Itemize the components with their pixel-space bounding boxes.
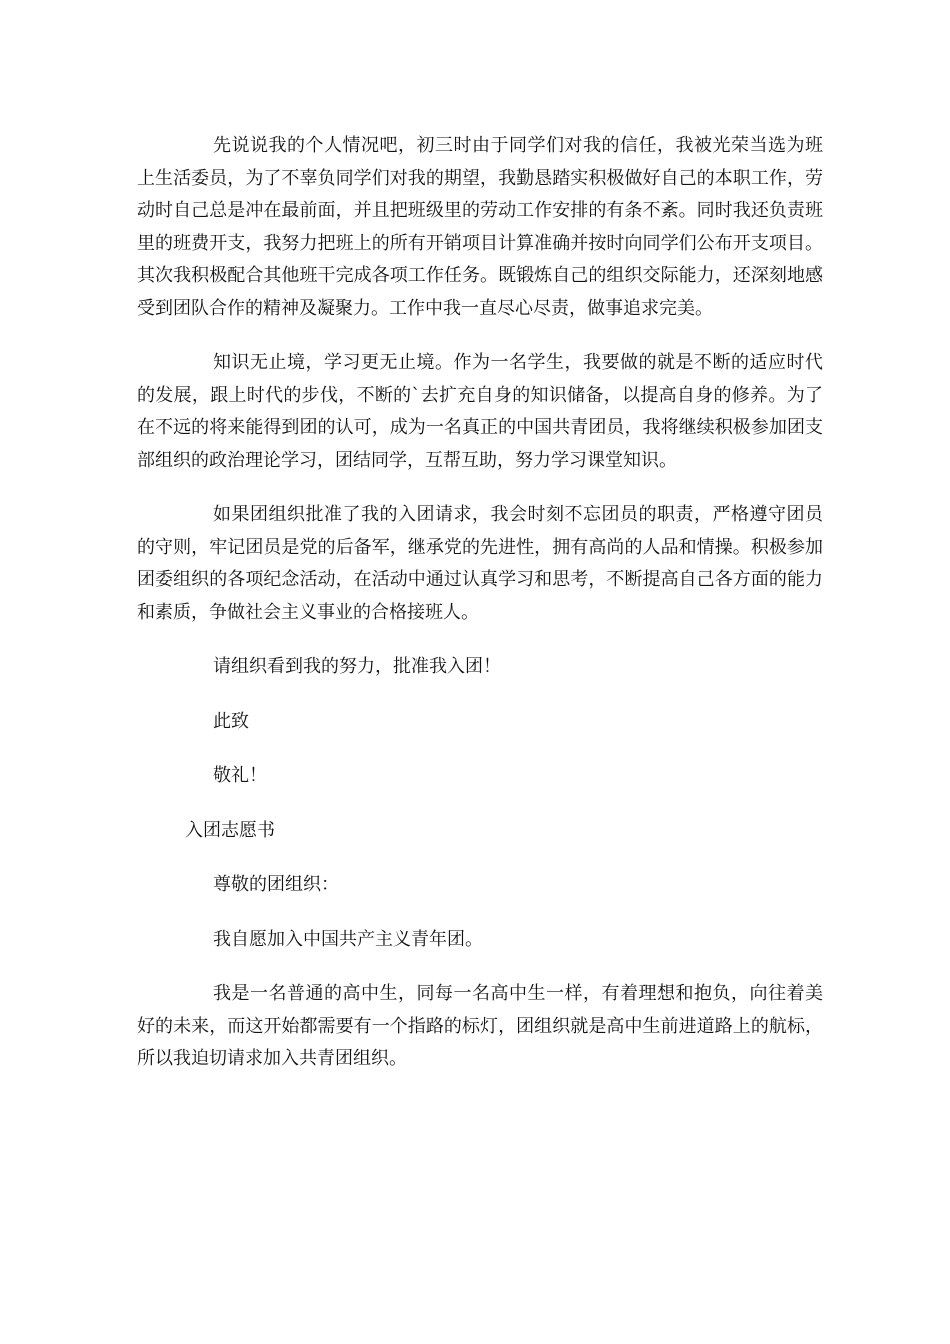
paragraph-introduction: 我是一名普通的高中生，同每一名高中生一样，有着理想和抱负，向往着美好的未来，而这开始都需要有一个指路的标灯，团组织就是高中生前进道路上的航标，所以我迫切请求加入共青团组织。 [137, 983, 823, 1069]
statement: 我自愿加入中国共产主义青年团。 [213, 928, 483, 950]
salutation: 尊敬的团组织： [213, 874, 339, 895]
closing-cizhi: 此致 [213, 710, 249, 732]
paragraph-learning: 知识无止境，学习更无止境。作为一名学生，我要做的就是不断的适应时代的发展，跟上时代的步伐，不断的`去扩充自身的知识储备，以提高自身的修养。为了在不远的将来能得到团的认可，成为一名真正的中国共青团员，我将继续积极参加团支部组织的政治理论学习，团结同学，互帮互助，努力学习课堂知识。 [137, 352, 823, 471]
section-title: 入团志愿书 [185, 819, 275, 841]
closing-request: 请组织看到我的努力，批准我入团！ [213, 656, 501, 677]
closing-jingli: 敬礼！ [213, 765, 267, 786]
paragraph-personal-situation: 先说说我的个人情况吧，初三时由于同学们对我的信任，我被光荣当选为班上生活委员，为了不辜负同学们对我的期望，我勤恳踏实积极做好自己的本职工作，劳动时自己总是冲在最前面，并且把班级里的劳动工作安排的有条不紊。同时我还负责班里的班费开支，我努力把班上的所有开销项目计算准确并按时向同学们公布开支项目。其次我积极配合其他班干完成各项工作任务。既锻炼自己的组织交际能力，还深刻地感受到团队合作的精神及凝聚力。工作中我一直尽心尽责，做事追求完美。 [137, 135, 823, 319]
paragraph-commitment: 如果团组织批准了我的入团请求，我会时刻不忘团员的职责，严格遵守团员的守则，牢记团员是党的后备军，继承党的先进性，拥有高尚的人品和情操。积极参加团委组织的各项纪念活动，在活动中通过认真学习和思考，不断提高自己各方面的能力和素质，争做社会主义事业的合格接班人。 [137, 504, 823, 623]
document-body [137, 130, 823, 1098]
